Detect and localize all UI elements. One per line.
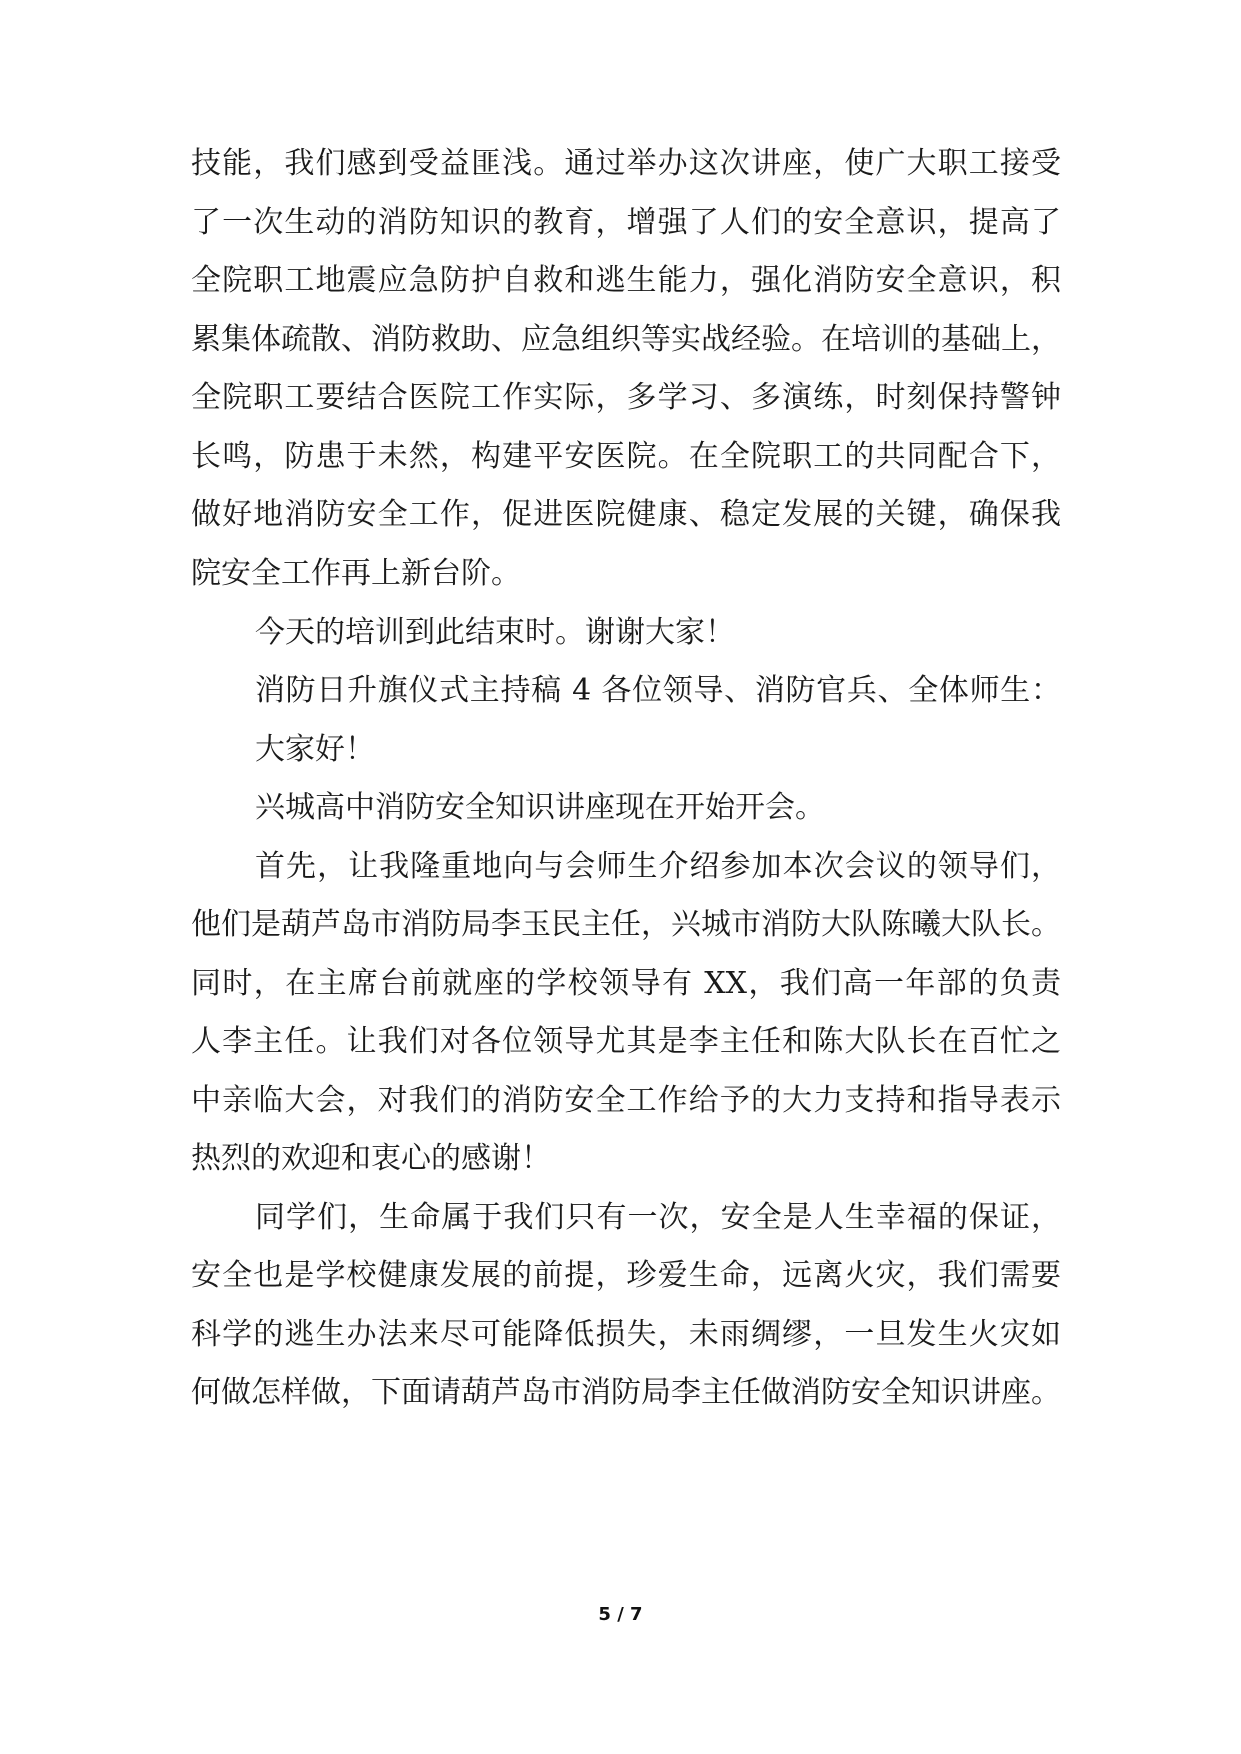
text-line: 全院职工要结合医院工作实际，多学习、多演练，时刻保持警钟 — [191, 380, 1061, 415]
text-line: 技能，我们感到受益匪浅。通过举办这次讲座，使广大职工接受 — [191, 146, 1061, 181]
text-line: 何做怎样做，下面请葫芦岛市消防局李主任做消防安全知识讲座。 — [191, 1375, 1061, 1410]
text-line: 今天的培训到此结束时。谢谢大家！ — [255, 615, 735, 650]
text-line: 科学的逃生办法来尽可能降低损失，未雨绸缪，一旦发生火灾如 — [191, 1317, 1061, 1352]
text-line: 同时，在主席台前就座的学校领导有 XX，我们高一年部的负责 — [191, 966, 1061, 1001]
text-line: 长鸣，防患于未然，构建平安医院。在全院职工的共同配合下， — [191, 439, 1061, 474]
text-line: 做好地消防安全工作，促进医院健康、稳定发展的关键，确保我 — [191, 497, 1061, 532]
text-line: 同学们，生命属于我们只有一次，安全是人生幸福的保证， — [255, 1200, 1061, 1235]
text-line: 安全也是学校健康发展的前提，珍爱生命，远离火灾，我们需要 — [191, 1258, 1061, 1293]
page-number: 5 / 7 — [598, 1604, 643, 1625]
text-line: 院安全工作再上新台阶。 — [191, 556, 521, 591]
text-line: 中亲临大会，对我们的消防安全工作给予的大力支持和指导表示 — [191, 1083, 1061, 1118]
text-line: 人李主任。让我们对各位领导尤其是李主任和陈大队长在百忙之 — [191, 1024, 1061, 1059]
text-line: 热烈的欢迎和衷心的感谢！ — [191, 1141, 551, 1176]
text-line: 他们是葫芦岛市消防局李玉民主任，兴城市消防大队陈曦大队长。 — [191, 907, 1061, 942]
text-line: 累集体疏散、消防救助、应急组织等实战经验。在培训的基础上， — [191, 322, 1061, 357]
text-line: 消防日升旗仪式主持稿 4 各位领导、消防官兵、全体师生： — [255, 673, 1061, 708]
text-line: 兴城高中消防安全知识讲座现在开始开会。 — [255, 790, 825, 825]
text-line: 首先，让我隆重地向与会师生介绍参加本次会议的领导们， — [255, 849, 1061, 884]
text-line: 全院职工地震应急防护自救和逃生能力，强化消防安全意识，积 — [191, 263, 1061, 298]
text-line: 大家好！ — [255, 732, 375, 767]
text-line: 了一次生动的消防知识的教育，增强了人们的安全意识，提高了 — [191, 205, 1061, 240]
